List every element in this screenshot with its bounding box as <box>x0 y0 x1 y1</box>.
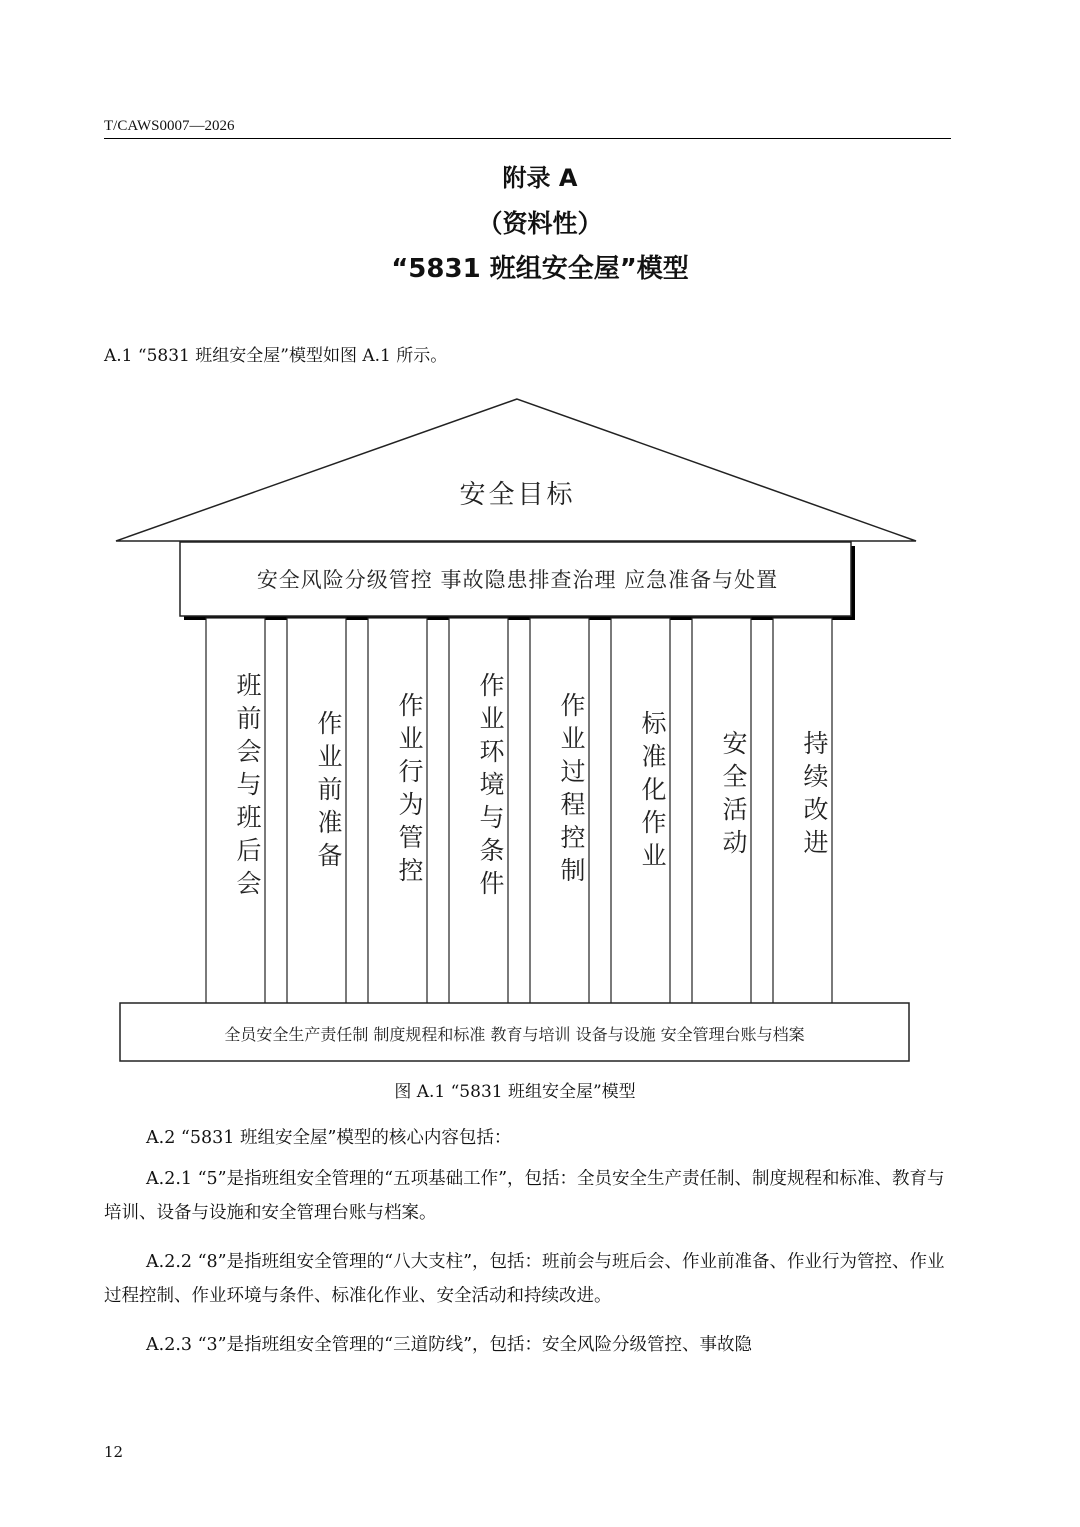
pillar-label: 安全活动 <box>719 730 748 862</box>
appendix-nature: （资料性） <box>477 209 603 238</box>
pillar-label: 作业行为管控 <box>395 692 424 890</box>
pillar-label: 作业环境与条件 <box>476 672 505 903</box>
pillar-label: 作业前准备 <box>314 710 343 875</box>
pillar-label: 班前会与班后会 <box>233 672 262 903</box>
pillar-label: 标准化作业 <box>638 710 667 875</box>
paragraph-a2: A.2 “5831 班组安全屋”模型的核心内容包括： <box>146 1128 512 1148</box>
pillar-label: 持续改进 <box>800 730 829 862</box>
paragraph-a22: A.2.2 “8”是指班组安全管理的“八大支柱”，包括：班前会与班后会、作业前准备、作业行为管控、作业过程控制、作业环境与条件、标准化作业、安全活动和持续改进。 <box>104 1252 945 1306</box>
base-label: 全员安全生产责任制 制度规程和标准 教育与培训 设备与设施 安全管理台账与档案 <box>224 1025 805 1044</box>
model-title: “5831 班组安全屋”模型 <box>391 254 689 284</box>
figure-caption: 图 A.1 “5831 班组安全屋”模型 <box>394 1082 636 1102</box>
paragraph-a23: A.2.3 “3”是指班组安全管理的“三道防线”，包括：安全风险分级管控、事故隐 <box>146 1335 753 1355</box>
page-number: 12 <box>104 1443 124 1461</box>
roof-label: 安全目标 <box>459 480 576 510</box>
section-a1-text: A.1 “5831 班组安全屋”模型如图 A.1 所示。 <box>104 346 448 366</box>
beam-label: 安全风险分级管控 事故隐患排查治理 应急准备与处置 <box>256 568 779 592</box>
pillar-label: 作业过程控制 <box>557 692 586 890</box>
appendix-title: 附录 A <box>502 164 578 192</box>
roof-triangle <box>116 399 916 541</box>
paragraph-a21: A.2.1 “5”是指班组安全管理的“五项基础工作”，包括：全员安全生产责任制、制度规程和标准、教育与培训、设备与设施和安全管理台账与档案。 <box>104 1169 945 1223</box>
standard-code: T/CAWS0007—2026 <box>104 118 235 134</box>
